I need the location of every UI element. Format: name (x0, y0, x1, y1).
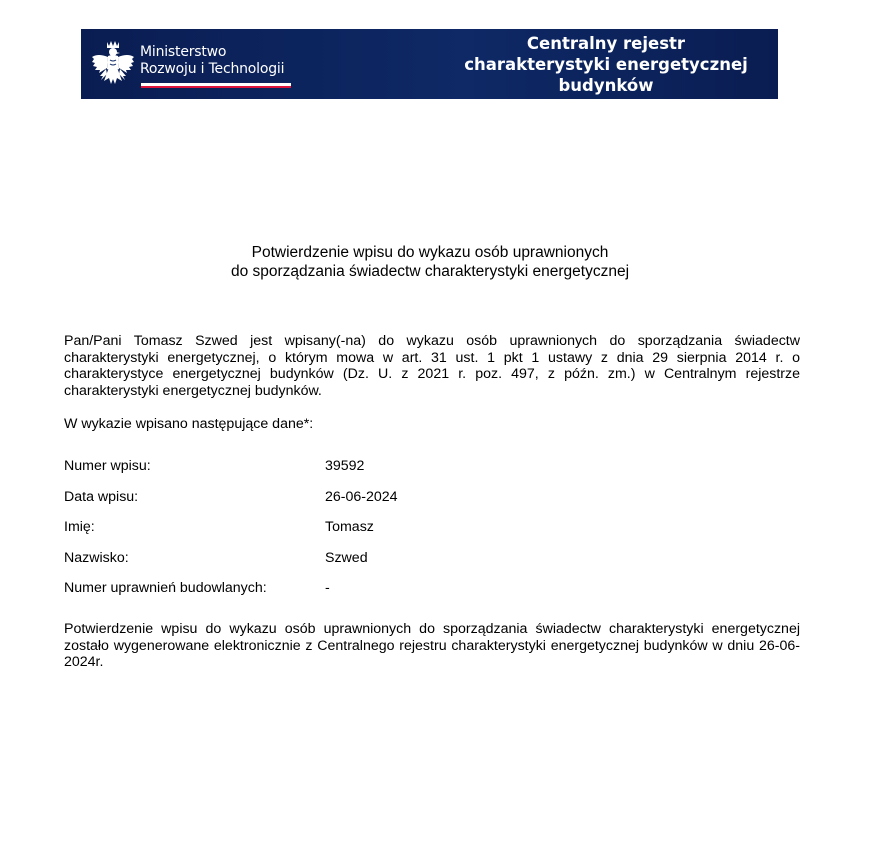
field-label: Numer uprawnień budowlanych: (64, 580, 267, 596)
registry-name (441, 33, 771, 96)
confirmation-paragraph: Pan/Pani Tomasz Szwed jest wpisany(-na) do wykazu osób uprawnionych do sporządzania świadectw charakterystyki energetycznej, o którym mowa w art. 31 ust. 1 pkt 1 ustawy z dnia 29 sierpnia 2014 r. o charakterystyce energetycznej budynków (Dz. U. z 2021 r. poz. 497, z późn. zm.) w Centralnym rejestrze charakterystyki energetycznej budynków. (64, 333, 800, 399)
field-value: - (325, 580, 330, 596)
ministry-line-1: Ministerstwo (140, 44, 227, 60)
polish-eagle-icon (90, 39, 136, 89)
field-value: 26-06-2024 (325, 488, 398, 505)
document-title (130, 243, 730, 281)
field-value: Szwed (325, 549, 368, 566)
field-value: 39592 (325, 458, 365, 474)
registry-line-1: Centralny rejestr (526, 34, 686, 53)
title-line-2: do sporządzania świadectw charakterystyki energetycznej (230, 263, 630, 280)
ministry-name (140, 44, 284, 78)
ministry-line-2: Rozwoju i Technologii (140, 61, 285, 77)
flag-bar (141, 83, 291, 88)
field-label: Numer wpisu: (64, 458, 151, 474)
title-line-1: Potwierdzenie wpisu do wykazu osób uprawnionych (251, 244, 609, 261)
field-label: Imię: (64, 519, 95, 535)
field-value: Tomasz (325, 519, 374, 535)
generation-note: Potwierdzenie wpisu do wykazu osób uprawnionych do sporządzania świadectw charakterystyki energetycznej zostało wygenerowane elektronicznie z Centralnego rejestru charakterystyki energetycznej budynków w dniu 26-06-2024r. (64, 621, 800, 670)
header-banner (81, 29, 778, 99)
field-label: Nazwisko: (64, 549, 129, 566)
registry-line-3: budynków (558, 76, 654, 95)
field-label: Data wpisu: (64, 488, 139, 505)
data-intro: W wykazie wpisano następujące dane*: (64, 416, 314, 432)
registry-line-2: charakterystyki energetycznej (464, 55, 748, 74)
